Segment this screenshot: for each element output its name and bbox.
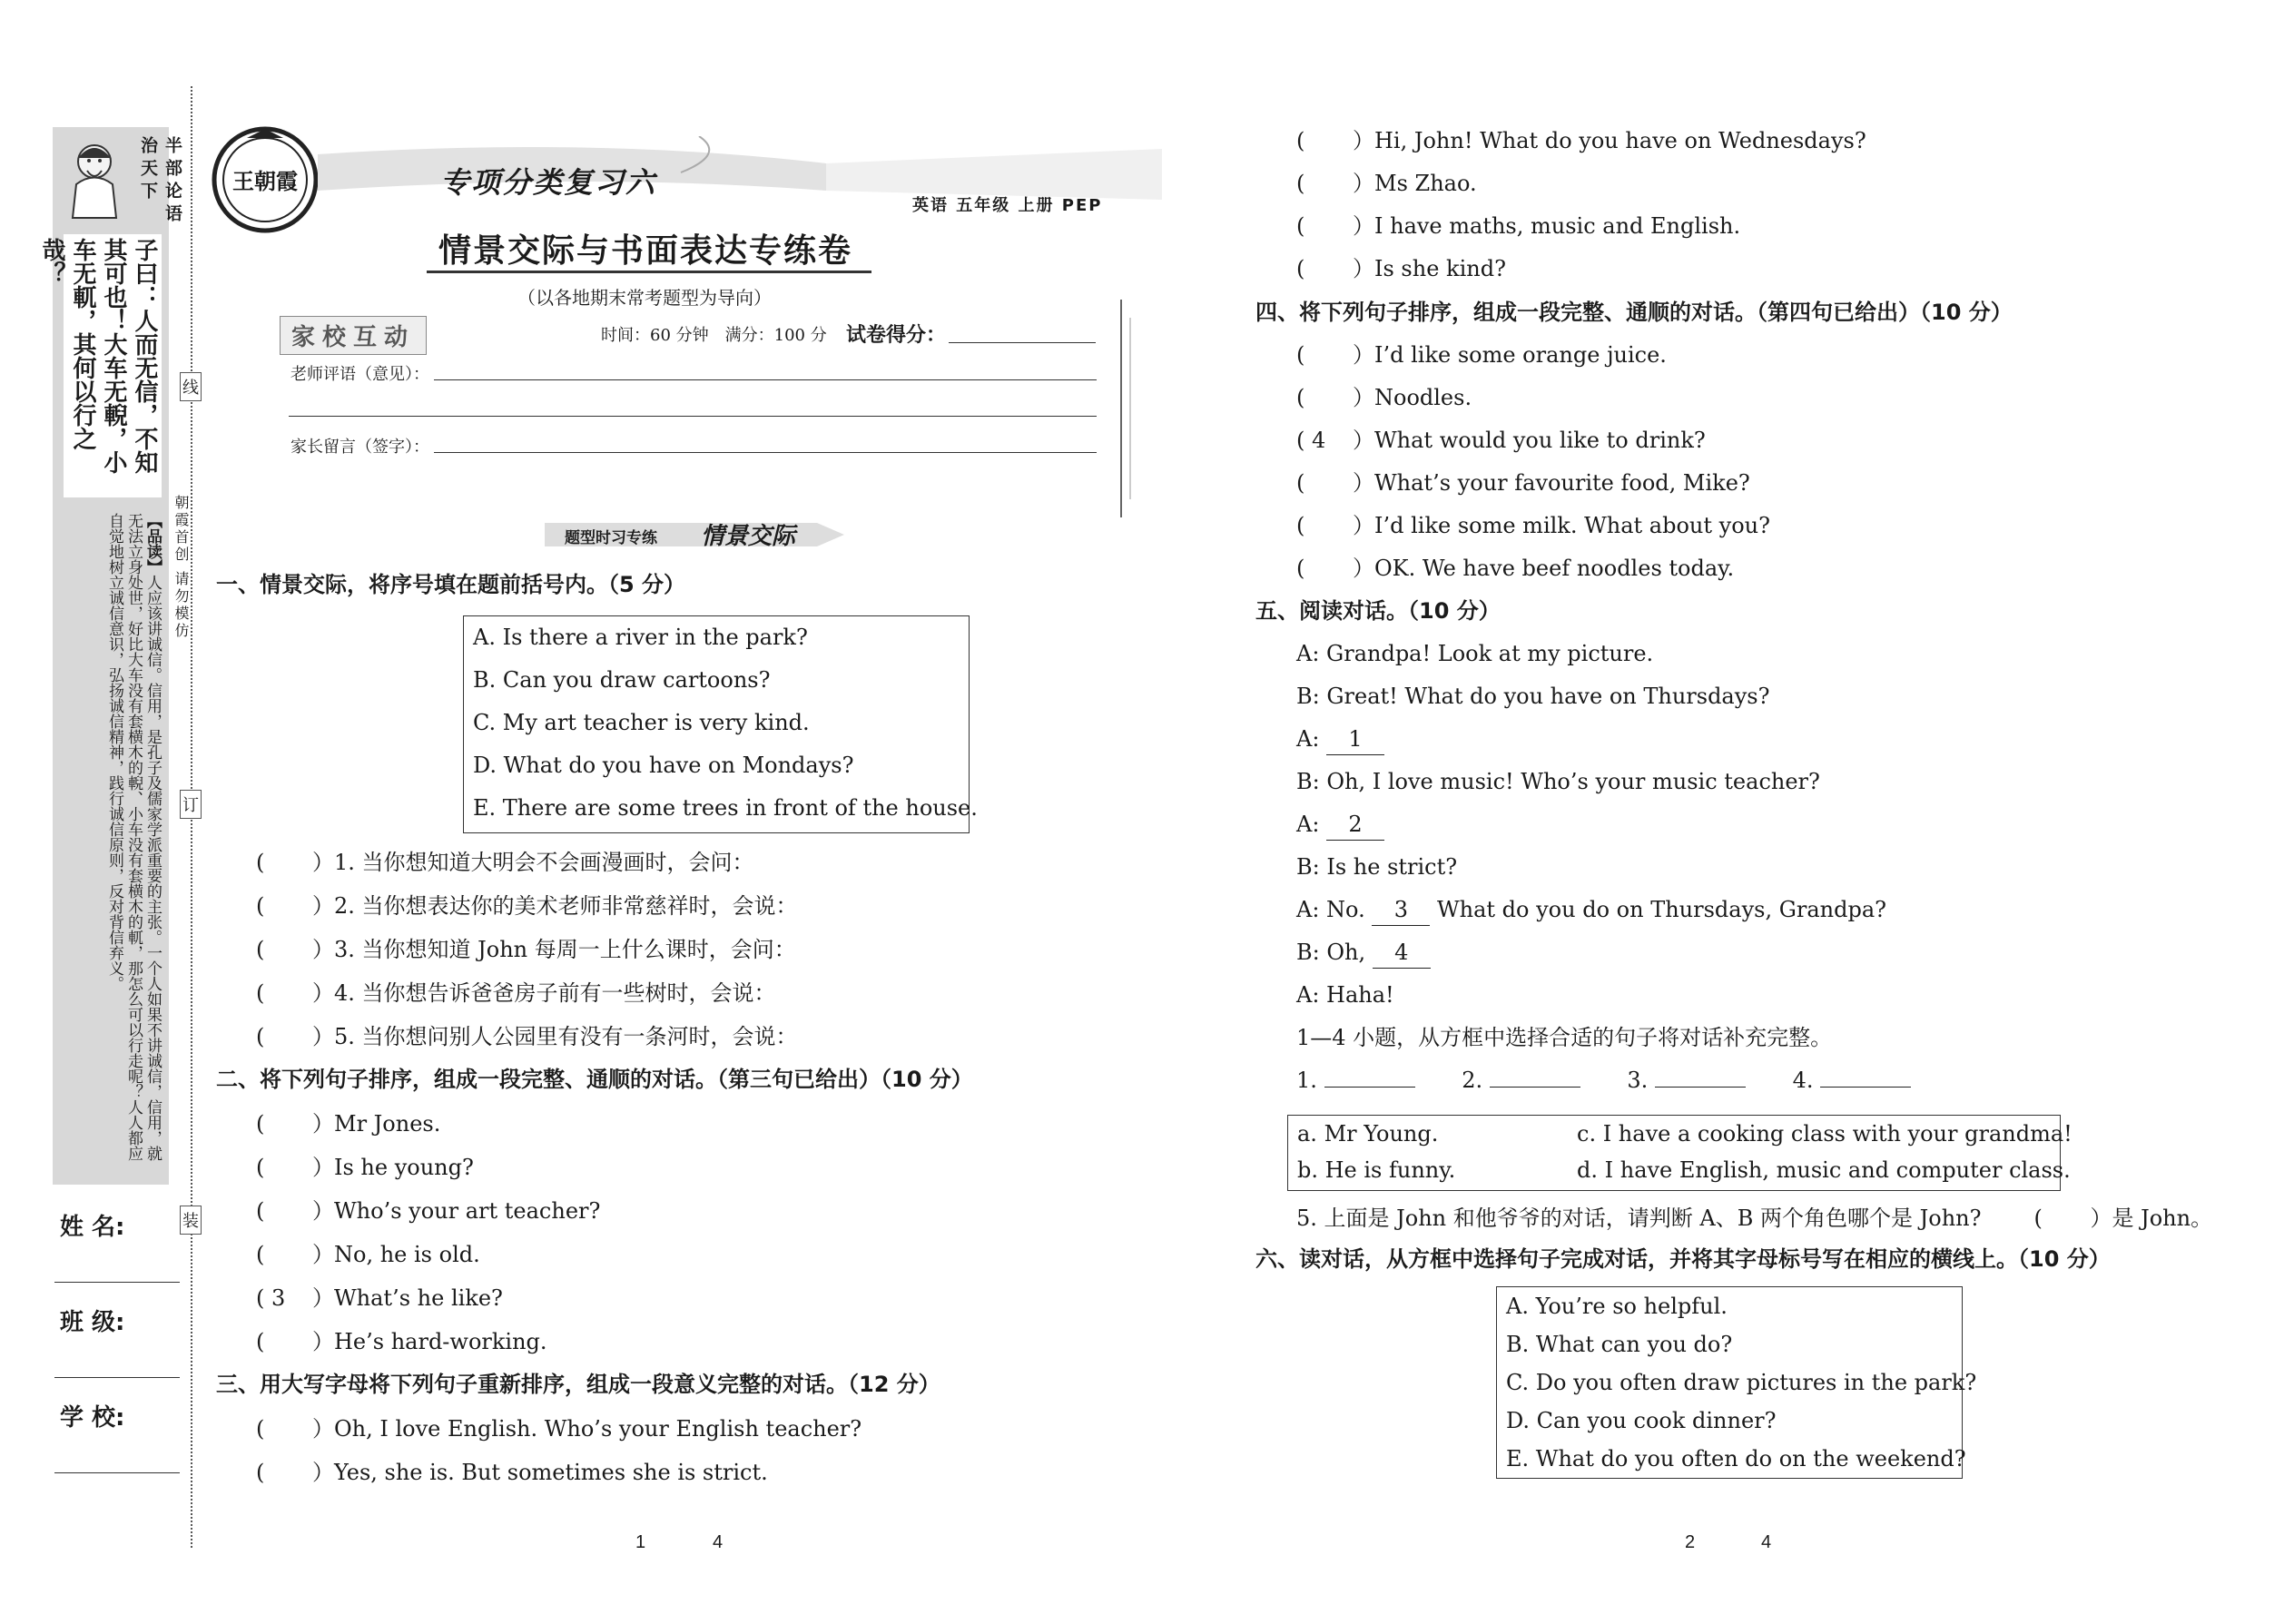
q5-blank-2[interactable]: 2 bbox=[1326, 809, 1384, 841]
q5-options-row: a. Mr Young. c. I have a cooking class with your grandma! bbox=[1297, 1121, 2072, 1147]
q5-options-box bbox=[1287, 1115, 2072, 1191]
q5-instruction: 1—4 小题，从方框中选择合适的句子将对话补充完整。 bbox=[1296, 1025, 1833, 1050]
name-field[interactable] bbox=[54, 1282, 180, 1283]
q5-final-question: 5. 上面是 John 和他爷爷的对话，请判断 A、B 两个角色哪个是 John? ( ）是 John。 bbox=[1296, 1203, 2212, 1234]
subject-info: 英语 五年级 上册 PEP bbox=[912, 196, 1103, 215]
sidebar-reading-label: 【品读】 bbox=[143, 513, 162, 575]
q3-item[interactable]: ( ）Ms Zhao. bbox=[1296, 171, 1477, 196]
q5-final-paren[interactable]: ( bbox=[2033, 1206, 2043, 1231]
q1-option-d: D. What do you have on Mondays? bbox=[473, 753, 854, 778]
binding-mark-2: 订 bbox=[180, 790, 202, 819]
q1-item[interactable]: ( ）5. 当你想问别人公园里有没有一条河时，会说： bbox=[256, 1024, 798, 1049]
q5-answer-1[interactable] bbox=[1324, 1087, 1415, 1088]
q2-item[interactable]: (）Is he young? bbox=[256, 1155, 474, 1180]
confucius-illustration bbox=[56, 134, 133, 221]
q5-dialogue-line: A: Haha! bbox=[1296, 982, 1394, 1008]
q2-item[interactable]: (）Who’s your art teacher? bbox=[256, 1198, 601, 1224]
header-frame-lines bbox=[1112, 300, 1148, 517]
q1-option-b: B. Can you draw cartoons? bbox=[473, 667, 771, 693]
interaction-label: 家校互动 bbox=[280, 316, 427, 355]
binding-mark-3: 装 bbox=[180, 1206, 202, 1235]
section-tag: 题型时习专练 bbox=[565, 529, 657, 547]
q1-item[interactable]: ( ）1. 当你想知道大明会不会画漫画时，会问： bbox=[256, 850, 754, 875]
q5-answer-3[interactable] bbox=[1655, 1087, 1746, 1088]
left-page-total: 4 bbox=[713, 1532, 724, 1552]
q4-item[interactable]: (）I’d like some milk. What about you? bbox=[1296, 513, 1770, 538]
q5-answer-2[interactable] bbox=[1490, 1087, 1580, 1088]
q5-dialogue-line: A: Grandpa! Look at my picture. bbox=[1296, 641, 1654, 666]
q3-item[interactable]: ( ）Oh, I love English. Who’s your English teacher? bbox=[256, 1416, 862, 1442]
parent-comment-label: 家长留言（签字）： bbox=[290, 438, 429, 457]
q5-options-row: b. He is funny. d. I have English, music and computer class. bbox=[1297, 1157, 2071, 1183]
copyright-note: 朝霞首创 请勿模仿 bbox=[172, 495, 190, 641]
q4-item[interactable]: (）OK. We have beef noodles today. bbox=[1296, 556, 1735, 581]
q5-dialogue bbox=[1296, 638, 1911, 1107]
q1-option-c: C. My art teacher is very kind. bbox=[473, 710, 810, 735]
section-name: 情景交际 bbox=[701, 523, 796, 550]
left-page-number: 1 bbox=[635, 1532, 646, 1552]
q3-items-left bbox=[256, 1413, 861, 1501]
subtitle: （以各地期末常考题型为导向） bbox=[517, 287, 772, 309]
q1-option-a: A. Is there a river in the park? bbox=[473, 625, 808, 650]
q6-option-c: C. Do you often draw pictures in the park? bbox=[1506, 1370, 1977, 1395]
q5-blank-4[interactable]: 4 bbox=[1373, 937, 1431, 969]
class-field-label: 班 级: bbox=[60, 1309, 125, 1336]
q1-items bbox=[256, 847, 798, 1065]
q4-item[interactable]: (）I’d like some orange juice. bbox=[1296, 342, 1667, 368]
q2-item[interactable]: (）No, he is old. bbox=[256, 1242, 480, 1267]
teacher-comment-field[interactable] bbox=[434, 379, 1097, 380]
q2-item[interactable]: (）He’s hard-working. bbox=[256, 1329, 547, 1354]
q3-item[interactable]: ( ）I have maths, music and English. bbox=[1296, 213, 1741, 239]
q3-item[interactable]: ( ）Yes, she is. But sometimes she is strict. bbox=[256, 1460, 768, 1485]
q6-option-d: D. Can you cook dinner? bbox=[1506, 1408, 1777, 1433]
q3-title: 三、用大写字母将下列句子重新排序，组成一段意义完整的对话。（12 分） bbox=[216, 1372, 940, 1397]
q2-item[interactable]: ( 3 ）What’s he like? bbox=[256, 1285, 503, 1311]
q5-title: 五、阅读对话。（10 分） bbox=[1255, 598, 1501, 624]
q6-option-e: E. What do you often do on the weekend? bbox=[1506, 1446, 1966, 1471]
q6-title: 六、读对话，从方框中选择句子完成对话，并将其字母标号写在相应的横线上。（10 分） bbox=[1255, 1246, 2111, 1272]
q5-dialogue-line: B: Great! What do you have on Thursdays? bbox=[1296, 684, 1770, 709]
score-field[interactable] bbox=[949, 342, 1096, 343]
sidebar-motto-title: 半部论语治天下 bbox=[138, 136, 182, 227]
q3-item[interactable]: ( ）Is she kind? bbox=[1296, 256, 1506, 281]
q6-options-box bbox=[1496, 1286, 1977, 1479]
sidebar-quote: 子曰：人而无信，不知其可也！大车无輗，小车无軏，其何以行之哉？ bbox=[38, 238, 158, 474]
q5-blank-1[interactable]: 1 bbox=[1326, 723, 1384, 755]
q5-dialogue-line: A: 1 bbox=[1296, 723, 1911, 766]
q5-answer-4[interactable] bbox=[1820, 1087, 1911, 1088]
title-rule bbox=[427, 271, 871, 273]
q4-item[interactable]: (）Noodles. bbox=[1296, 385, 1472, 410]
logo-seal bbox=[211, 125, 320, 234]
q4-title: 四、将下列句子排序，组成一段完整、通顺的对话。（第四句已给出）（10 分） bbox=[1255, 300, 2013, 325]
parent-comment-field[interactable] bbox=[434, 452, 1097, 453]
q6-option-a: A. You’re so helpful. bbox=[1506, 1294, 1728, 1319]
teacher-comment-field-2[interactable] bbox=[289, 416, 1097, 417]
q1-item[interactable]: ( ）2. 当你想表达你的美术老师非常慈祥时，会说： bbox=[256, 893, 798, 919]
q5-blank-3[interactable]: 3 bbox=[1372, 894, 1430, 926]
q2-items bbox=[256, 1108, 600, 1370]
q5-dialogue-line: B: Oh, I love music! Who’s your music teacher? bbox=[1296, 769, 1820, 794]
q5-dialogue-line: B: Oh, 4 bbox=[1296, 937, 1911, 979]
name-field-label: 姓 名: bbox=[60, 1214, 125, 1241]
q4-item[interactable]: (）What’s your favourite food, Mike? bbox=[1296, 470, 1750, 496]
q3-item[interactable]: ( ）Hi, John! What do you have on Wednesdays? bbox=[1296, 128, 1866, 153]
q2-item[interactable]: (）Mr Jones. bbox=[256, 1111, 441, 1137]
series-title: 专项分类复习六 bbox=[440, 165, 657, 200]
q4-item[interactable]: ( 4 ）What would you like to drink? bbox=[1296, 428, 1706, 453]
school-field-label: 学 校: bbox=[60, 1404, 125, 1432]
q5-answer-row: 1. 2. 3. 4. bbox=[1296, 1065, 1911, 1107]
school-field[interactable] bbox=[54, 1472, 180, 1473]
score-label: 试卷得分： bbox=[846, 324, 947, 347]
q3-items-right bbox=[1296, 125, 1866, 296]
q1-item[interactable]: ( ）4. 当你想告诉爸爸房子前有一些树时，会说： bbox=[256, 980, 776, 1006]
class-field[interactable] bbox=[54, 1377, 180, 1378]
q4-items bbox=[1296, 340, 1770, 595]
teacher-comment-label: 老师评语（意见）： bbox=[290, 365, 429, 384]
q5-dialogue-line: B: Is he strict? bbox=[1296, 854, 1458, 880]
q6-option-b: B. What can you do? bbox=[1506, 1332, 1733, 1357]
logo-text: 王朝霞 bbox=[232, 169, 298, 194]
q1-options-box bbox=[463, 615, 978, 833]
sidebar-reading-text: 人应该讲诚信。信用，是孔子及儒家学派重要的主张。一个人如果不讲诚信，信用，就无法立身处世，好比大车没有套横木的輗、小车没有套横木的軏，那怎么可以行走呢？人人都应自觉地树立诚信意识，弘扬诚信精神，践行诚信原则，反对背信弃义。 bbox=[105, 513, 162, 1161]
q1-item[interactable]: ( ）3. 当你想知道 John 每周一上什么课时，会问： bbox=[256, 937, 796, 962]
time-info: 时间：60 分钟 满分：100 分 bbox=[601, 326, 827, 345]
q1-title: 一、情景交际，将序号填在题前括号内。（5 分） bbox=[216, 572, 686, 597]
right-page-number: 2 bbox=[1685, 1532, 1696, 1552]
binding-mark-1: 线 bbox=[180, 372, 202, 401]
main-title: 情景交际与书面表达专练卷 bbox=[438, 232, 853, 270]
q5-dialogue-line: A: No. 3 What do you do on Thursdays, Grandpa? bbox=[1296, 894, 1911, 937]
sidebar-reading bbox=[64, 513, 162, 1166]
q2-title: 二、将下列句子排序，组成一段完整、通顺的对话。（第三句已给出）（10 分） bbox=[216, 1067, 973, 1092]
right-page-total: 4 bbox=[1761, 1532, 1772, 1552]
q1-option-e: E. There are some trees in front of the house. bbox=[473, 795, 978, 821]
q5-dialogue-line: A: 2 bbox=[1296, 809, 1911, 851]
